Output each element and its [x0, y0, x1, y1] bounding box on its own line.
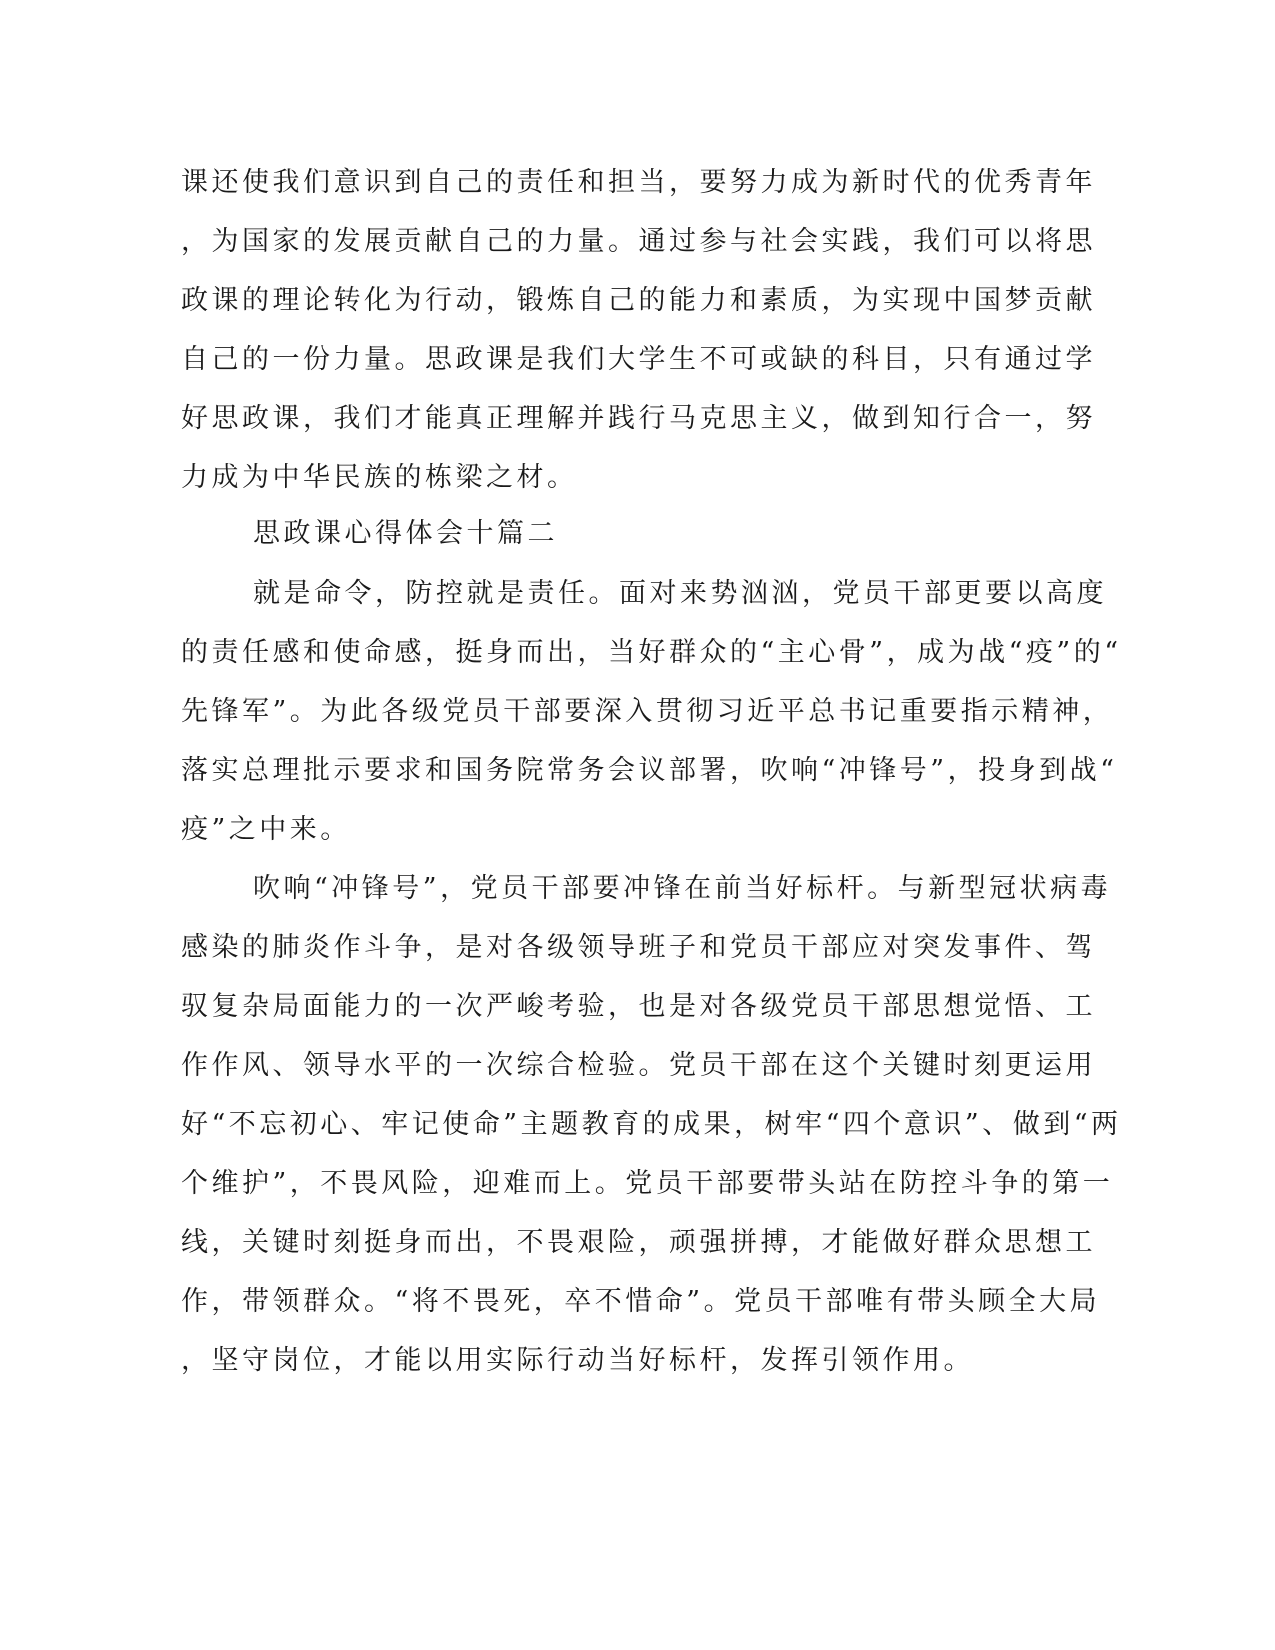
text-line: 先锋军”。为此各级党员干部要深入贯彻习近平总书记重要指示精神， — [181, 696, 1114, 727]
text-line: 作，带领群众。“将不畏死，卒不惜命”。党员干部唯有带头顾全大局 — [181, 1286, 1101, 1317]
text-line: 好“不忘初心、牢记使命”主题教育的成果，树牢“四个意识”、做到“两 — [181, 1109, 1122, 1140]
text-line: 自己的一份力量。思政课是我们大学生不可或缺的科目，只有通过学 — [181, 344, 1096, 375]
text-line: 疫”之中来。 — [181, 814, 351, 845]
text-line: 感染的肺炎作斗争，是对各级领导班子和党员干部应对突发事件、驾 — [181, 932, 1096, 963]
text-line: 落实总理批示要求和国务院常务会议部署，吹响“冲锋号”，投身到战“ — [181, 755, 1118, 786]
text-line: 好思政课，我们才能真正理解并践行马克思主义，做到知行合一，努 — [181, 403, 1096, 434]
text-line: ，为国家的发展贡献自己的力量。通过参与社会实践，我们可以将思 — [181, 226, 1096, 257]
text-line: 课还使我们意识到自己的责任和担当，要努力成为新时代的优秀青年 — [181, 167, 1096, 198]
text-line: 的责任感和使命感，挺身而出，当好群众的“主心骨”，成为战“疫”的“ — [181, 637, 1122, 668]
text-line: 线，关键时刻挺身而出，不畏艰险，顽强拼搏，才能做好群众思想工 — [181, 1227, 1096, 1258]
text-line: 就是命令，防控就是责任。面对来势汹汹，党员干部更要以高度 — [253, 578, 1107, 609]
text-line: 驭复杂局面能力的一次严峻考验，也是对各级党员干部思想觉悟、工 — [181, 991, 1096, 1022]
text-line: ，坚守岗位，才能以用实际行动当好标杆，发挥引领作用。 — [181, 1345, 974, 1376]
text-line: 作作风、领导水平的一次综合检验。党员干部在这个关键时刻更运用 — [181, 1050, 1096, 1081]
section-heading: 思政课心得体会十篇二 — [253, 518, 558, 549]
text-line: 吹响“冲锋号”，党员干部要冲锋在前当好标杆。与新型冠状病毒 — [253, 873, 1112, 904]
text-line: 力成为中华民族的栋梁之材。 — [181, 462, 578, 493]
text-line: 个维护”，不畏风险，迎难而上。党员干部要带头站在防控斗争的第一 — [181, 1168, 1114, 1199]
text-line: 政课的理论转化为行动，锻炼自己的能力和素质，为实现中国梦贡献 — [181, 285, 1096, 316]
